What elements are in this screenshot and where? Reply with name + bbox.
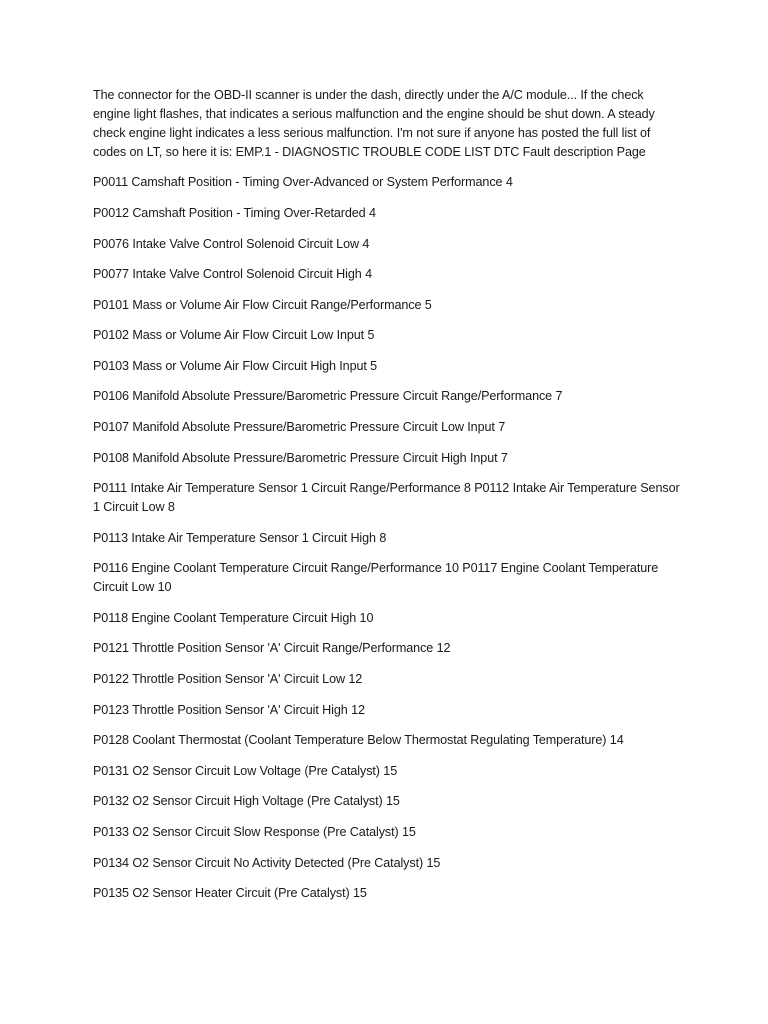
dtc-code-item: P0012 Camshaft Position - Timing Over-Retarded 4	[93, 205, 376, 220]
dtc-code-item: P0108 Manifold Absolute Pressure/Barometric Pressure Circuit High Input 7	[93, 450, 508, 465]
dtc-code-item: P0134 O2 Sensor Circuit No Activity Detected (Pre Catalyst) 15	[93, 855, 441, 870]
dtc-code-item: P0131 O2 Sensor Circuit Low Voltage (Pre Catalyst) 15	[93, 763, 398, 778]
dtc-code-item: P0011 Camshaft Position - Timing Over-Advanced or System Performance 4	[93, 175, 513, 190]
dtc-code-list	[93, 173, 683, 903]
dtc-code-item: P0133 O2 Sensor Circuit Slow Response (Pre Catalyst) 15	[93, 825, 416, 839]
dtc-code-item: P0101 Mass or Volume Air Flow Circuit Range/Performance 5	[93, 297, 432, 312]
intro-paragraph: The connector for the OBD-II scanner is under the dash, directly under the A/C module... If the check engine light flashes, that indicates a serious malfunction and the engine should be shut down. A steady check engine light indicates a less serious malfunction. I'm not sure if anyone has posted the full list of codes on LT, so here it is: EMP.1 - DIAGNOSTIC TROUBLE CODE LIST DTC Fault description Page	[93, 88, 655, 159]
dtc-code-item: P0076 Intake Valve Control Solenoid Circuit Low 4	[93, 236, 370, 251]
dtc-code-item: P0118 Engine Coolant Temperature Circuit High 10	[93, 610, 374, 625]
document-page	[93, 86, 683, 903]
dtc-code-item: P0123 Throttle Position Sensor 'A' Circuit High 12	[93, 702, 365, 717]
dtc-code-item: P0106 Manifold Absolute Pressure/Barometric Pressure Circuit Range/Performance 7	[93, 389, 563, 404]
dtc-code-item: P0103 Mass or Volume Air Flow Circuit High Input 5	[93, 358, 378, 373]
dtc-code-item: P0116 Engine Coolant Temperature Circuit Range/Performance 10 P0117 Engine Coolant Temperature Circuit Low 10	[93, 561, 659, 595]
dtc-code-item: P0107 Manifold Absolute Pressure/Barometric Pressure Circuit Low Input 7	[93, 420, 506, 435]
dtc-code-item: P0111 Intake Air Temperature Sensor 1 Circuit Range/Performance 8 P0112 Intake Air Temperature Sensor 1 Circuit Low 8	[93, 481, 680, 515]
dtc-code-item: P0132 O2 Sensor Circuit High Voltage (Pre Catalyst) 15	[93, 794, 400, 809]
dtc-code-item: P0128 Coolant Thermostat (Coolant Temperature Below Thermostat Regulating Temperature) 14	[93, 733, 624, 748]
dtc-code-item: P0121 Throttle Position Sensor 'A' Circuit Range/Performance 12	[93, 641, 451, 656]
dtc-code-item: P0135 O2 Sensor Heater Circuit (Pre Catalyst) 15	[93, 886, 367, 901]
dtc-code-item: P0077 Intake Valve Control Solenoid Circuit High 4	[93, 267, 372, 282]
dtc-code-item: P0113 Intake Air Temperature Sensor 1 Circuit High 8	[93, 530, 387, 545]
dtc-code-item: P0102 Mass or Volume Air Flow Circuit Low Input 5	[93, 328, 375, 343]
dtc-code-item: P0122 Throttle Position Sensor 'A' Circuit Low 12	[93, 672, 363, 687]
